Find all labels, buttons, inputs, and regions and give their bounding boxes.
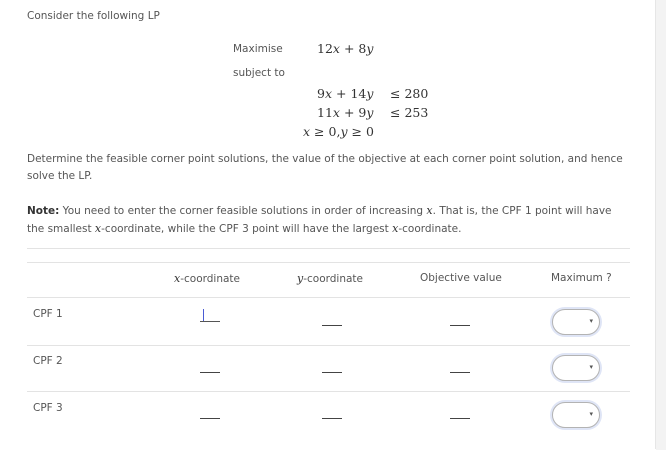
header-y-coordinate: y-coordinate (297, 272, 364, 285)
cpf-2-x-input[interactable] (200, 360, 220, 373)
header-maximum: Maximum ? (551, 272, 612, 284)
nonnegativity-constraint: x ≥ 0,y ≥ 0 (303, 124, 374, 139)
row-label-cpf-2: CPF 2 (33, 355, 63, 367)
note-text: Note: You need to enter the corner feasible solutions in order of increasing x. That is, the CPF 1 point will have the smallest x-coordinate, while the CPF 3 point will have the largest x-coordinate. (27, 204, 612, 235)
cpf-3-maximum-dropdown[interactable] (552, 402, 600, 428)
constraint-1: 9x + 14y (317, 86, 374, 101)
cpf-3-x-input[interactable] (200, 406, 220, 419)
chevron-down-icon: ▾ (589, 317, 593, 325)
cpf-1-objective-input[interactable] (450, 313, 470, 326)
constraint-2-rhs: ≤ 253 (390, 105, 429, 120)
header-objective-value: Objective value (420, 272, 502, 284)
cpf-3-objective-input[interactable] (450, 406, 470, 419)
maximise-label: Maximise (233, 43, 283, 55)
table-header-divider (27, 262, 630, 263)
constraint-2: 11x + 9y (317, 105, 374, 120)
row-label-cpf-1: CPF 1 (33, 308, 63, 320)
table-top-divider (27, 248, 630, 249)
text-cursor (203, 309, 204, 321)
chevron-down-icon: ▾ (589, 410, 593, 418)
objective-function: 12x + 8y (317, 41, 374, 56)
chevron-down-icon: ▾ (589, 363, 593, 371)
cpf-1-maximum-dropdown[interactable] (552, 309, 600, 335)
cpf-1-y-input[interactable] (322, 313, 342, 326)
row-divider-3 (27, 391, 630, 392)
row-label-cpf-3: CPF 3 (33, 402, 63, 414)
scrollbar[interactable] (656, 0, 666, 450)
constraint-1-rhs: ≤ 280 (390, 86, 429, 101)
intro-text: Consider the following LP (27, 10, 160, 22)
note-label: Note: (27, 205, 60, 217)
header-x-coordinate: x-coordinate (174, 272, 241, 285)
cpf-2-objective-input[interactable] (450, 360, 470, 373)
row-divider-1 (27, 297, 630, 298)
cpf-1-x-input[interactable] (200, 309, 220, 322)
row-divider-2 (27, 345, 630, 346)
cpf-2-maximum-dropdown[interactable] (552, 355, 600, 381)
instruction-text: Determine the feasible corner point solutions, the value of the objective at each corner point solution, and hence solve the LP. (27, 153, 623, 182)
cpf-3-y-input[interactable] (322, 406, 342, 419)
cpf-2-y-input[interactable] (322, 360, 342, 373)
subject-to-label: subject to (233, 67, 285, 79)
